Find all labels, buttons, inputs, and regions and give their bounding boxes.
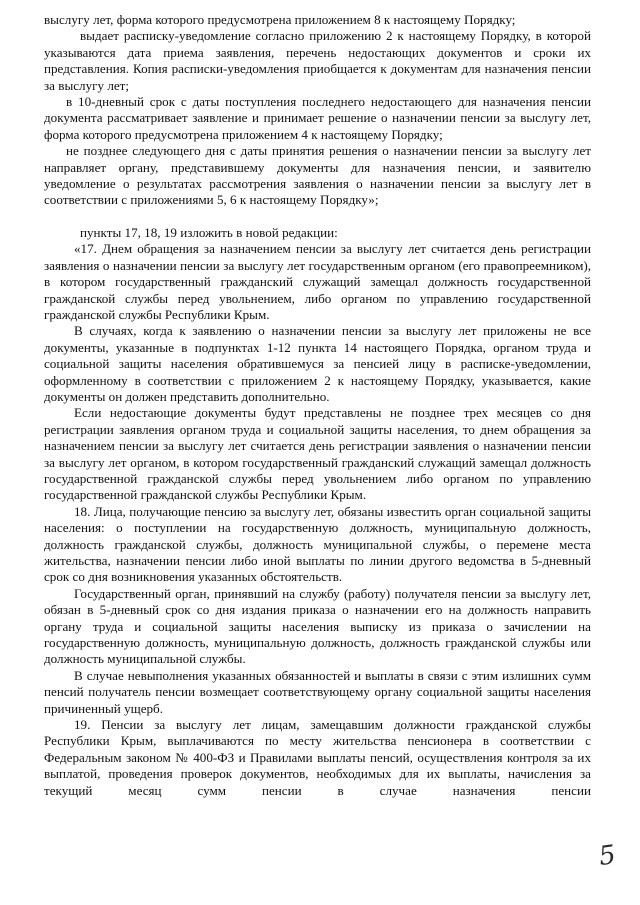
paragraph-new-edition: пункты 17, 18, 19 изложить в новой редакции:	[80, 224, 338, 240]
paragraph-item-18: 18. Лица, получающие пенсию за выслугу лет, обязаны известить орган социальной защиты населения: о поступлении на государственную должность, муниципальную должность, должность гражданской службы, должность муниципальной службы, о перемене места жительства, назначении пенсии либо иной выплаты по линии другого ведомства в 5-дневный срок со дня возникновения указанных обстоятельств.	[44, 503, 591, 585]
paragraph-missing-documents: Если недостающие документы будут представлены не позднее трех месяцев со дня регистрации заявления органом труда и социальной защиты населения, то днем обращения за назначением пенсии за выслугу лет считается день регистрации заявления о назначении пенсии за выслугу лет органом, в котором государственный гражданский служащий замещал должность государственной гражданской службы перед увольнением либо органом по управлению государственной гражданской службы Республики Крым.	[44, 405, 591, 503]
paragraph-state-body: Государственный орган, принявший на службу (работу) получателя пенсии за выслугу лет, обязан в 5-дневный срок со дня издания приказа о назначении его на должность направить органу труда и социальной защиты населения выписку из приказа о зачислении на государственную должность, муниципальную должность, должность гражданской службы или должность муниципальной службы.	[44, 585, 591, 667]
paragraph-non-fulfillment: В случае невыполнения указанных обязанностей и выплаты в связи с этим излишних сумм пенсий получатель пенсии возмещает соответствующему органу социальной защиты населения причиненный ущерб.	[44, 667, 591, 716]
paragraph-next-day-notice: не позднее следующего дня с даты принятия решения о назначении пенсии за выслугу лет направляет органу, представившему документы для назначения пенсии, и заявителю уведомление о результатах рассмотрения заявления о назначении пенсии за выслугу лет в соответствии с приложениями 5, 6 к настоящему Порядку»;	[44, 143, 591, 208]
paragraph-item-17: «17. Днем обращения за назначением пенсии за выслугу лет считается день регистрации заявления о назначении пенсии за выслугу лет государственным органом (его правопреемником), в котором государственный гражданский служащий замещал должность государственной гражданской службы перед увольнением, либо органом по управлению государственной гражданской службы Республики Крым.	[44, 241, 591, 322]
paragraph-incomplete-documents: В случаях, когда к заявлению о назначении пенсии за выслугу лет приложены не все документы, указанные в подпунктах 1-12 пункта 14 настоящего Порядка, органом труда и социальной защиты населения обратившемуся за пенсией лицу в расписке-уведомлении, оформленному в соответствии с приложением 2 к настоящему Порядку, указывается, какие документы он должен представить дополнительно.	[44, 323, 591, 404]
paragraph-item-19: 19. Пенсии за выслугу лет лицам, замещавшим должности гражданской службы Республики Крым, выплачиваются по месту жительства пенсионера в соответствии с Федеральным законом № 400-ФЗ и Правилами выплаты пенсий, осуществления контроля за их выплатой, проведения проверок документов, необходимых для их выплаты, начисления за текущий месяц сумм пенсии в случае назначения пенсии	[44, 717, 591, 798]
document-page	[44, 12, 591, 799]
paragraph-10-day-term: в 10-дневный срок с даты поступления последнего недостающего для назначения пенсии документа рассматривает заявление и принимает решение о назначении пенсии за выслугу лет, форма которого предусмотрена приложением 4 к настоящему Порядку;	[44, 94, 591, 142]
paragraph-continuation: выслугу лет, форма которого предусмотрена приложением 8 к настоящему Порядку;	[44, 12, 516, 27]
paragraph-receipt-notice: выдает расписку-уведомление согласно приложению 2 к настоящему Порядку, в которой указываются дата приема заявления, перечень недостающих документов и сроки их представления. Копия расписки-уведомления приобщается к документам для назначения пенсии за выслугу лет;	[44, 28, 591, 93]
handwritten-page-number: 5	[597, 839, 619, 873]
